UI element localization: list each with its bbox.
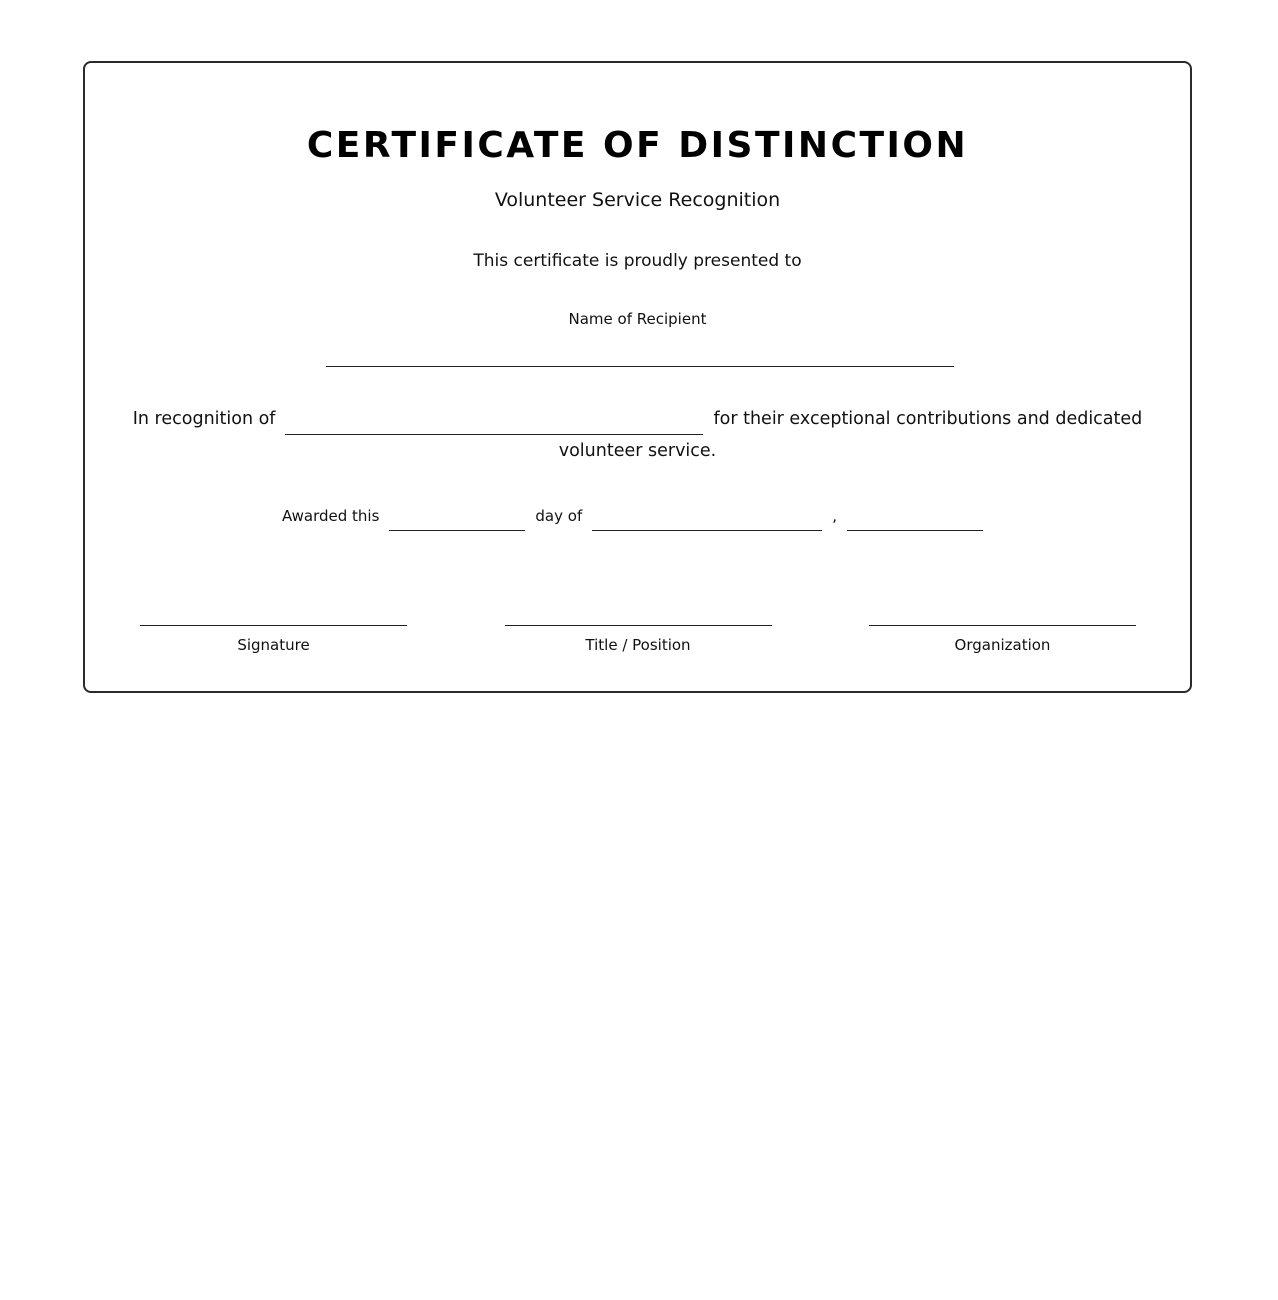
title-position-block (505, 625, 772, 654)
signature-row (140, 625, 1136, 654)
recognition-prefix: In recognition of (132, 409, 276, 429)
award-month-field[interactable] (592, 502, 822, 531)
awarded-prefix: Awarded this (281, 507, 380, 525)
organization-label: Organization (954, 636, 1051, 654)
organization-block (869, 625, 1136, 654)
award-year-field[interactable] (847, 502, 983, 531)
title-position-line[interactable] (505, 625, 772, 626)
signature-label: Signature (237, 636, 310, 654)
certificate-subtitle: Volunteer Service Recognition (494, 189, 781, 211)
recognition-sentence (125, 403, 1150, 467)
award-date-line (85, 501, 1190, 531)
organization-line[interactable] (869, 625, 1136, 626)
awarded-separator: , (832, 507, 838, 525)
signature-block (140, 625, 407, 654)
certificate-title: CERTIFICATE OF DISTINCTION (306, 125, 969, 166)
recipient-label: Name of Recipient (568, 310, 707, 328)
title-position-label: Title / Position (585, 636, 691, 654)
certificate-card (83, 61, 1192, 693)
recipient-name-field[interactable] (326, 366, 954, 367)
recognition-reason-field[interactable] (285, 406, 703, 435)
signature-line[interactable] (140, 625, 407, 626)
recognition-suffix: for their exceptional contributions and dedicated volunteer service. (558, 409, 1143, 461)
awarded-middle: day of (535, 507, 583, 525)
presented-text: This certificate is proudly presented to (473, 251, 802, 271)
award-day-field[interactable] (389, 502, 525, 531)
